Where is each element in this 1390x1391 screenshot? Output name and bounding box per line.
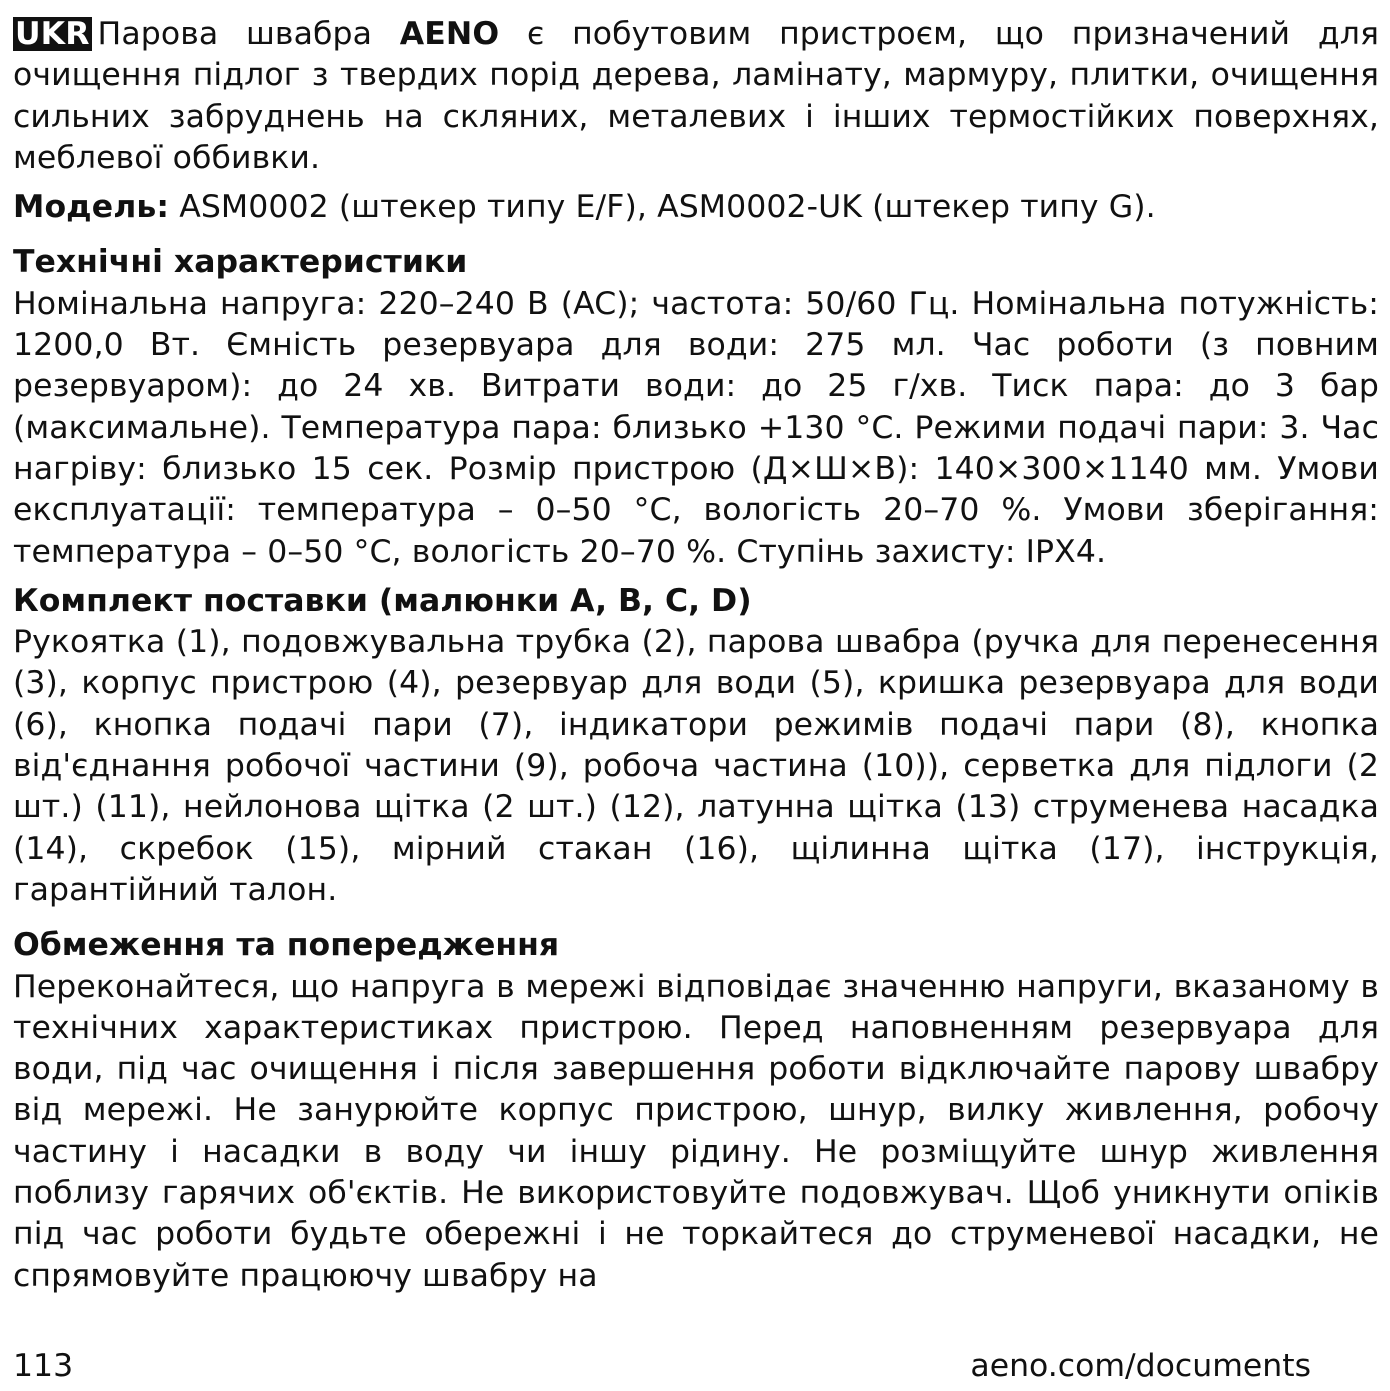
section-heading-warnings: Обмеження та попередження <box>13 927 560 964</box>
intro-text: є побутовим пристроєм, що призначений для очищення підлог з твердих порід дерева, ламінату, мармуру, плитки, очищення сильних забруднень на скляних, металевих і інших термостійких поверхнях, меблевої оббивки. <box>13 16 1380 176</box>
section-heading-specs: Технічні характеристики <box>13 244 468 281</box>
page-number: 113 <box>13 1348 74 1384</box>
documents-link[interactable]: aeno.com/documents <box>970 1348 1311 1384</box>
section-body-warnings: Переконайтеся, що напруга в мережі відповідає значенню напруги, вказаному в технічних характеристиках пристрою. Перед наповненням резервуара для води, під час очищення і після завершення роботи відключайте парову швабру від мережі. Не занурюйте корпус пристрою, шнур, вилку живлення, робочу частину і насадки в воду чи іншу рідину. Не розміщуйте шнур живлення поблизу гарячих об'єктів. Не використовуйте подовжувач. Щоб уникнути опіків під час роботи будьте обережні і не торкайтеся до струменевої насадки, не спрямовуйте працюючу швабру на <box>13 968 1379 1294</box>
intro-paragraph <box>13 14 1379 179</box>
model-label: Модель: <box>13 189 170 226</box>
brand-name: AENO <box>399 16 500 52</box>
document-page <box>13 14 1379 1297</box>
language-badge: UKR <box>15 16 90 52</box>
section-body-package: Рукоятка (1), подовжувальна трубка (2), парова швабра (ручка для перенесення (3), корпус пристрою (4), резервуар для води (5), кришка резервуара для води (6), кнопка подачі пари (7), індикатори режимів подачі пари (8), кнопка від'єднання робочої частини (9), робоча частина (10)), серветка для підлоги (2 шт.) (11), нейлонова щітка (2 шт.) (12), латунна щітка (13) струменева насадка (14), скребок (15), мірний стакан (16), щілинна щітка (17), інструкція, гарантійний талон. <box>13 624 1379 908</box>
model-value: ASM0002 (штекер типу E/F), ASM0002-UK (штекер типу G). <box>169 189 1156 226</box>
section-body-specs: Номінальна напруга: 220–240 В (AC); частота: 50/60 Гц. Номінальна потужність: 1200,0 Вт. Ємність резервуара для води: 275 мл. Час роботи (з повним резервуаром): до 24 хв. Витрати води: до 25 г/хв. Тиск пара: до 3 бар (максимальне). Температура пара: близько +130 °C. Режими подачі пари: 3. Час нагріву: близько 15 сек. Розмір пристрою (Д×Ш×В): 140×300×1140 мм. Умови експлуатації: температура – 0–50 °C, вологість 20–70 %. Умови зберігання: температура – 0–50 °C, вологість 20–70 %. Ступінь захисту: IPX4. <box>13 285 1379 570</box>
model-line <box>13 187 1379 228</box>
intro-prefix: Парова швабра <box>97 16 400 52</box>
section-heading-package: Комплект поставки (малюнки A, B, C, D) <box>13 582 752 619</box>
